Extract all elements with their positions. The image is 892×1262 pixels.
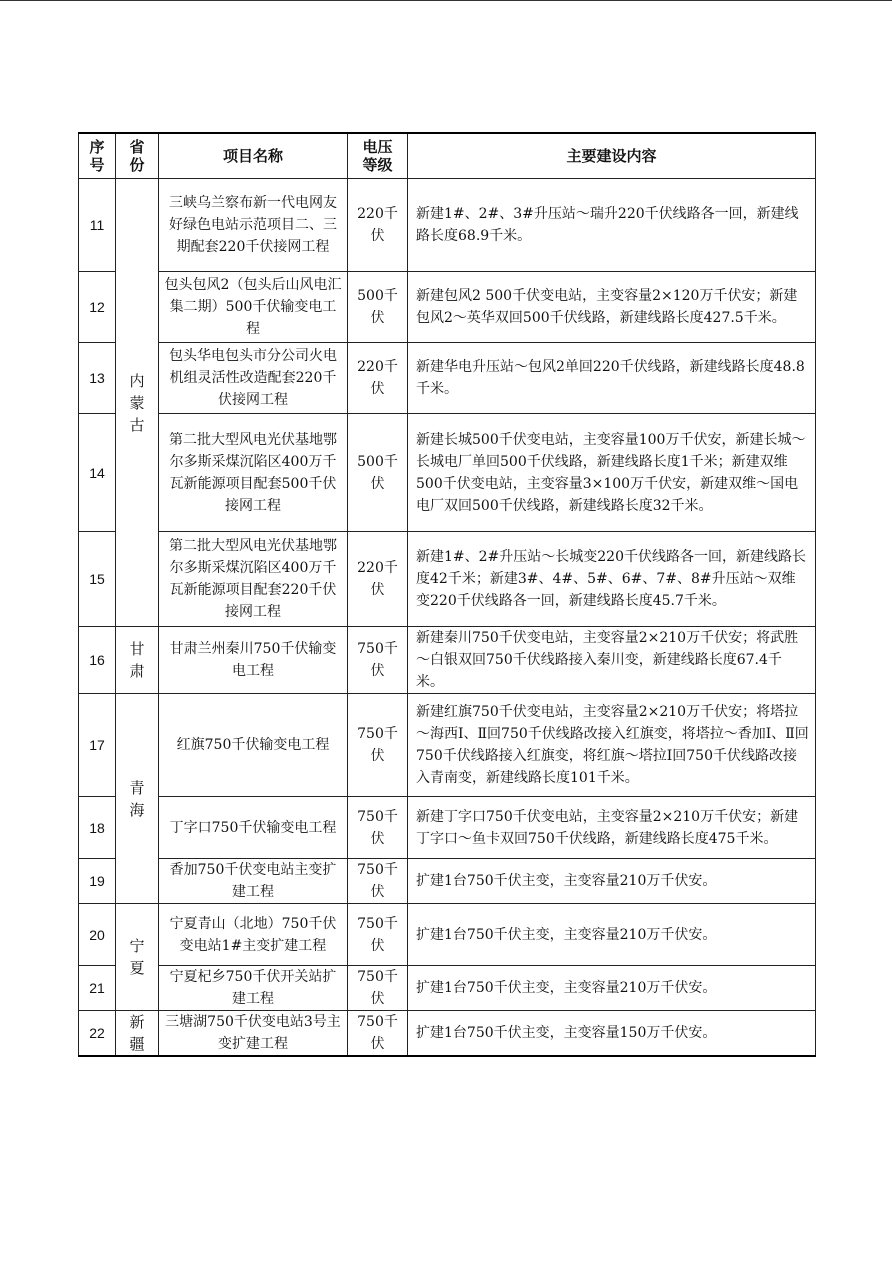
voltage-level: 500千伏 — [348, 414, 408, 532]
construction-content: 新建1#、2#升压站～长城变220千伏线路各一回，新建线路长度42千米；新建3#、4#、5#、6#、7#、8#升压站～双维变220千伏线路各一回，新建线路长度45.7千米。 — [408, 532, 816, 627]
project-name: 丁字口750千伏输变电工程 — [159, 797, 348, 859]
construction-content: 新建华电升压站～包风2单回220千伏线路，新建线路长度48.8千米。 — [408, 343, 816, 414]
table-row — [79, 414, 816, 532]
construction-content: 新建秦川750千伏变电站，主变容量2×210万千伏安；将武胜～白银双回750千伏线路接入秦川变，新建线路长度67.4千米。 — [408, 627, 816, 694]
voltage-level: 750千伏 — [348, 627, 408, 694]
construction-content: 扩建1台750千伏主变，主变容量210万千伏安。 — [408, 966, 816, 1011]
project-name: 包头华电包头市分公司火电机组灵活性改造配套220千伏接网工程 — [159, 343, 348, 414]
header-name: 项目名称 — [159, 133, 348, 179]
row-num: 11 — [79, 179, 116, 272]
construction-content: 新建长城500千伏变电站，主变容量100万千伏安，新建长城～长城电厂单回500千伏线路，新建线路长度1千米；新建双维500千伏变电站，主变容量3×100万千伏安，新建双维～国电电厂双回500千伏线路，新建线路长度32千米。 — [408, 414, 816, 532]
construction-content: 扩建1台750千伏主变，主变容量150万千伏安。 — [408, 1011, 816, 1057]
voltage-level: 750千伏 — [348, 904, 408, 966]
table-row — [79, 272, 816, 343]
header-province: 省份 — [116, 133, 159, 179]
project-name: 三塘湖750千伏变电站3号主变扩建工程 — [159, 1011, 348, 1057]
row-num: 21 — [79, 966, 116, 1011]
voltage-level: 750千伏 — [348, 966, 408, 1011]
construction-content: 新建1#、2#、3#升压站～瑞升220千伏线路各一回，新建线路长度68.9千米。 — [408, 179, 816, 272]
row-num: 14 — [79, 414, 116, 532]
row-num: 17 — [79, 694, 116, 797]
table-row — [79, 966, 816, 1011]
table-row — [79, 627, 816, 694]
voltage-level: 750千伏 — [348, 694, 408, 797]
construction-content: 新建红旗750千伏变电站，主变容量2×210万千伏安；将塔拉～海西Ⅰ、Ⅱ回750千伏线路改接入红旗变，将塔拉～香加Ⅰ、Ⅱ回750千伏线路接入红旗变，将红旗～塔拉Ⅰ回750千伏线路改接入青南变，新建线路长度101千米。 — [408, 694, 816, 797]
project-name: 红旗750千伏输变电工程 — [159, 694, 348, 797]
voltage-level: 220千伏 — [348, 179, 408, 272]
project-name: 香加750千伏变电站主变扩建工程 — [159, 859, 348, 904]
project-name: 宁夏青山（北地）750千伏变电站1#主变扩建工程 — [159, 904, 348, 966]
province-cell: 新疆 — [116, 1011, 159, 1057]
voltage-level: 750千伏 — [348, 1011, 408, 1057]
voltage-level: 220千伏 — [348, 532, 408, 627]
table-row — [79, 797, 816, 859]
project-name: 第二批大型风电光伏基地鄂尔多斯采煤沉陷区400万千瓦新能源项目配套500千伏接网工程 — [159, 414, 348, 532]
row-num: 20 — [79, 904, 116, 966]
row-num: 18 — [79, 797, 116, 859]
header-content: 主要建设内容 — [408, 133, 816, 179]
province-cell: 内蒙古 — [116, 179, 159, 627]
construction-content: 扩建1台750千伏主变，主变容量210万千伏安。 — [408, 904, 816, 966]
province-cell: 青海 — [116, 694, 159, 904]
header-voltage: 电压等级 — [348, 133, 408, 179]
table-row — [79, 694, 816, 797]
table-row — [79, 343, 816, 414]
construction-content: 新建丁字口750千伏变电站，主变容量2×210万千伏安；新建丁字口～鱼卡双回750千伏线路，新建线路长度475千米。 — [408, 797, 816, 859]
voltage-level: 220千伏 — [348, 343, 408, 414]
table-header-row — [79, 133, 816, 179]
project-name: 甘肃兰州秦川750千伏输变电工程 — [159, 627, 348, 694]
table-row — [79, 179, 816, 272]
projects-table — [78, 132, 816, 1057]
province-cell: 宁夏 — [116, 904, 159, 1011]
project-name: 第二批大型风电光伏基地鄂尔多斯采煤沉陷区400万千瓦新能源项目配套220千伏接网工程 — [159, 532, 348, 627]
row-num: 22 — [79, 1011, 116, 1057]
project-name: 宁夏杞乡750千伏开关站扩建工程 — [159, 966, 348, 1011]
table-row — [79, 1011, 816, 1057]
row-num: 13 — [79, 343, 116, 414]
row-num: 19 — [79, 859, 116, 904]
row-num: 15 — [79, 532, 116, 627]
table-row — [79, 904, 816, 966]
voltage-level: 500千伏 — [348, 272, 408, 343]
page-top-border — [0, 0, 892, 1]
row-num: 16 — [79, 627, 116, 694]
province-cell: 甘肃 — [116, 627, 159, 694]
header-num: 序号 — [79, 133, 116, 179]
construction-content: 扩建1台750千伏主变，主变容量210万千伏安。 — [408, 859, 816, 904]
project-name: 三峡乌兰察布新一代电网友好绿色电站示范项目二、三期配套220千伏接网工程 — [159, 179, 348, 272]
table-row — [79, 859, 816, 904]
construction-content: 新建包风2 500千伏变电站，主变容量2×120万千伏安；新建包风2～英华双回500千伏线路，新建线路长度427.5千米。 — [408, 272, 816, 343]
table-row — [79, 532, 816, 627]
project-name: 包头包风2（包头后山风电汇集二期）500千伏输变电工程 — [159, 272, 348, 343]
voltage-level: 750千伏 — [348, 797, 408, 859]
row-num: 12 — [79, 272, 116, 343]
voltage-level: 750千伏 — [348, 859, 408, 904]
